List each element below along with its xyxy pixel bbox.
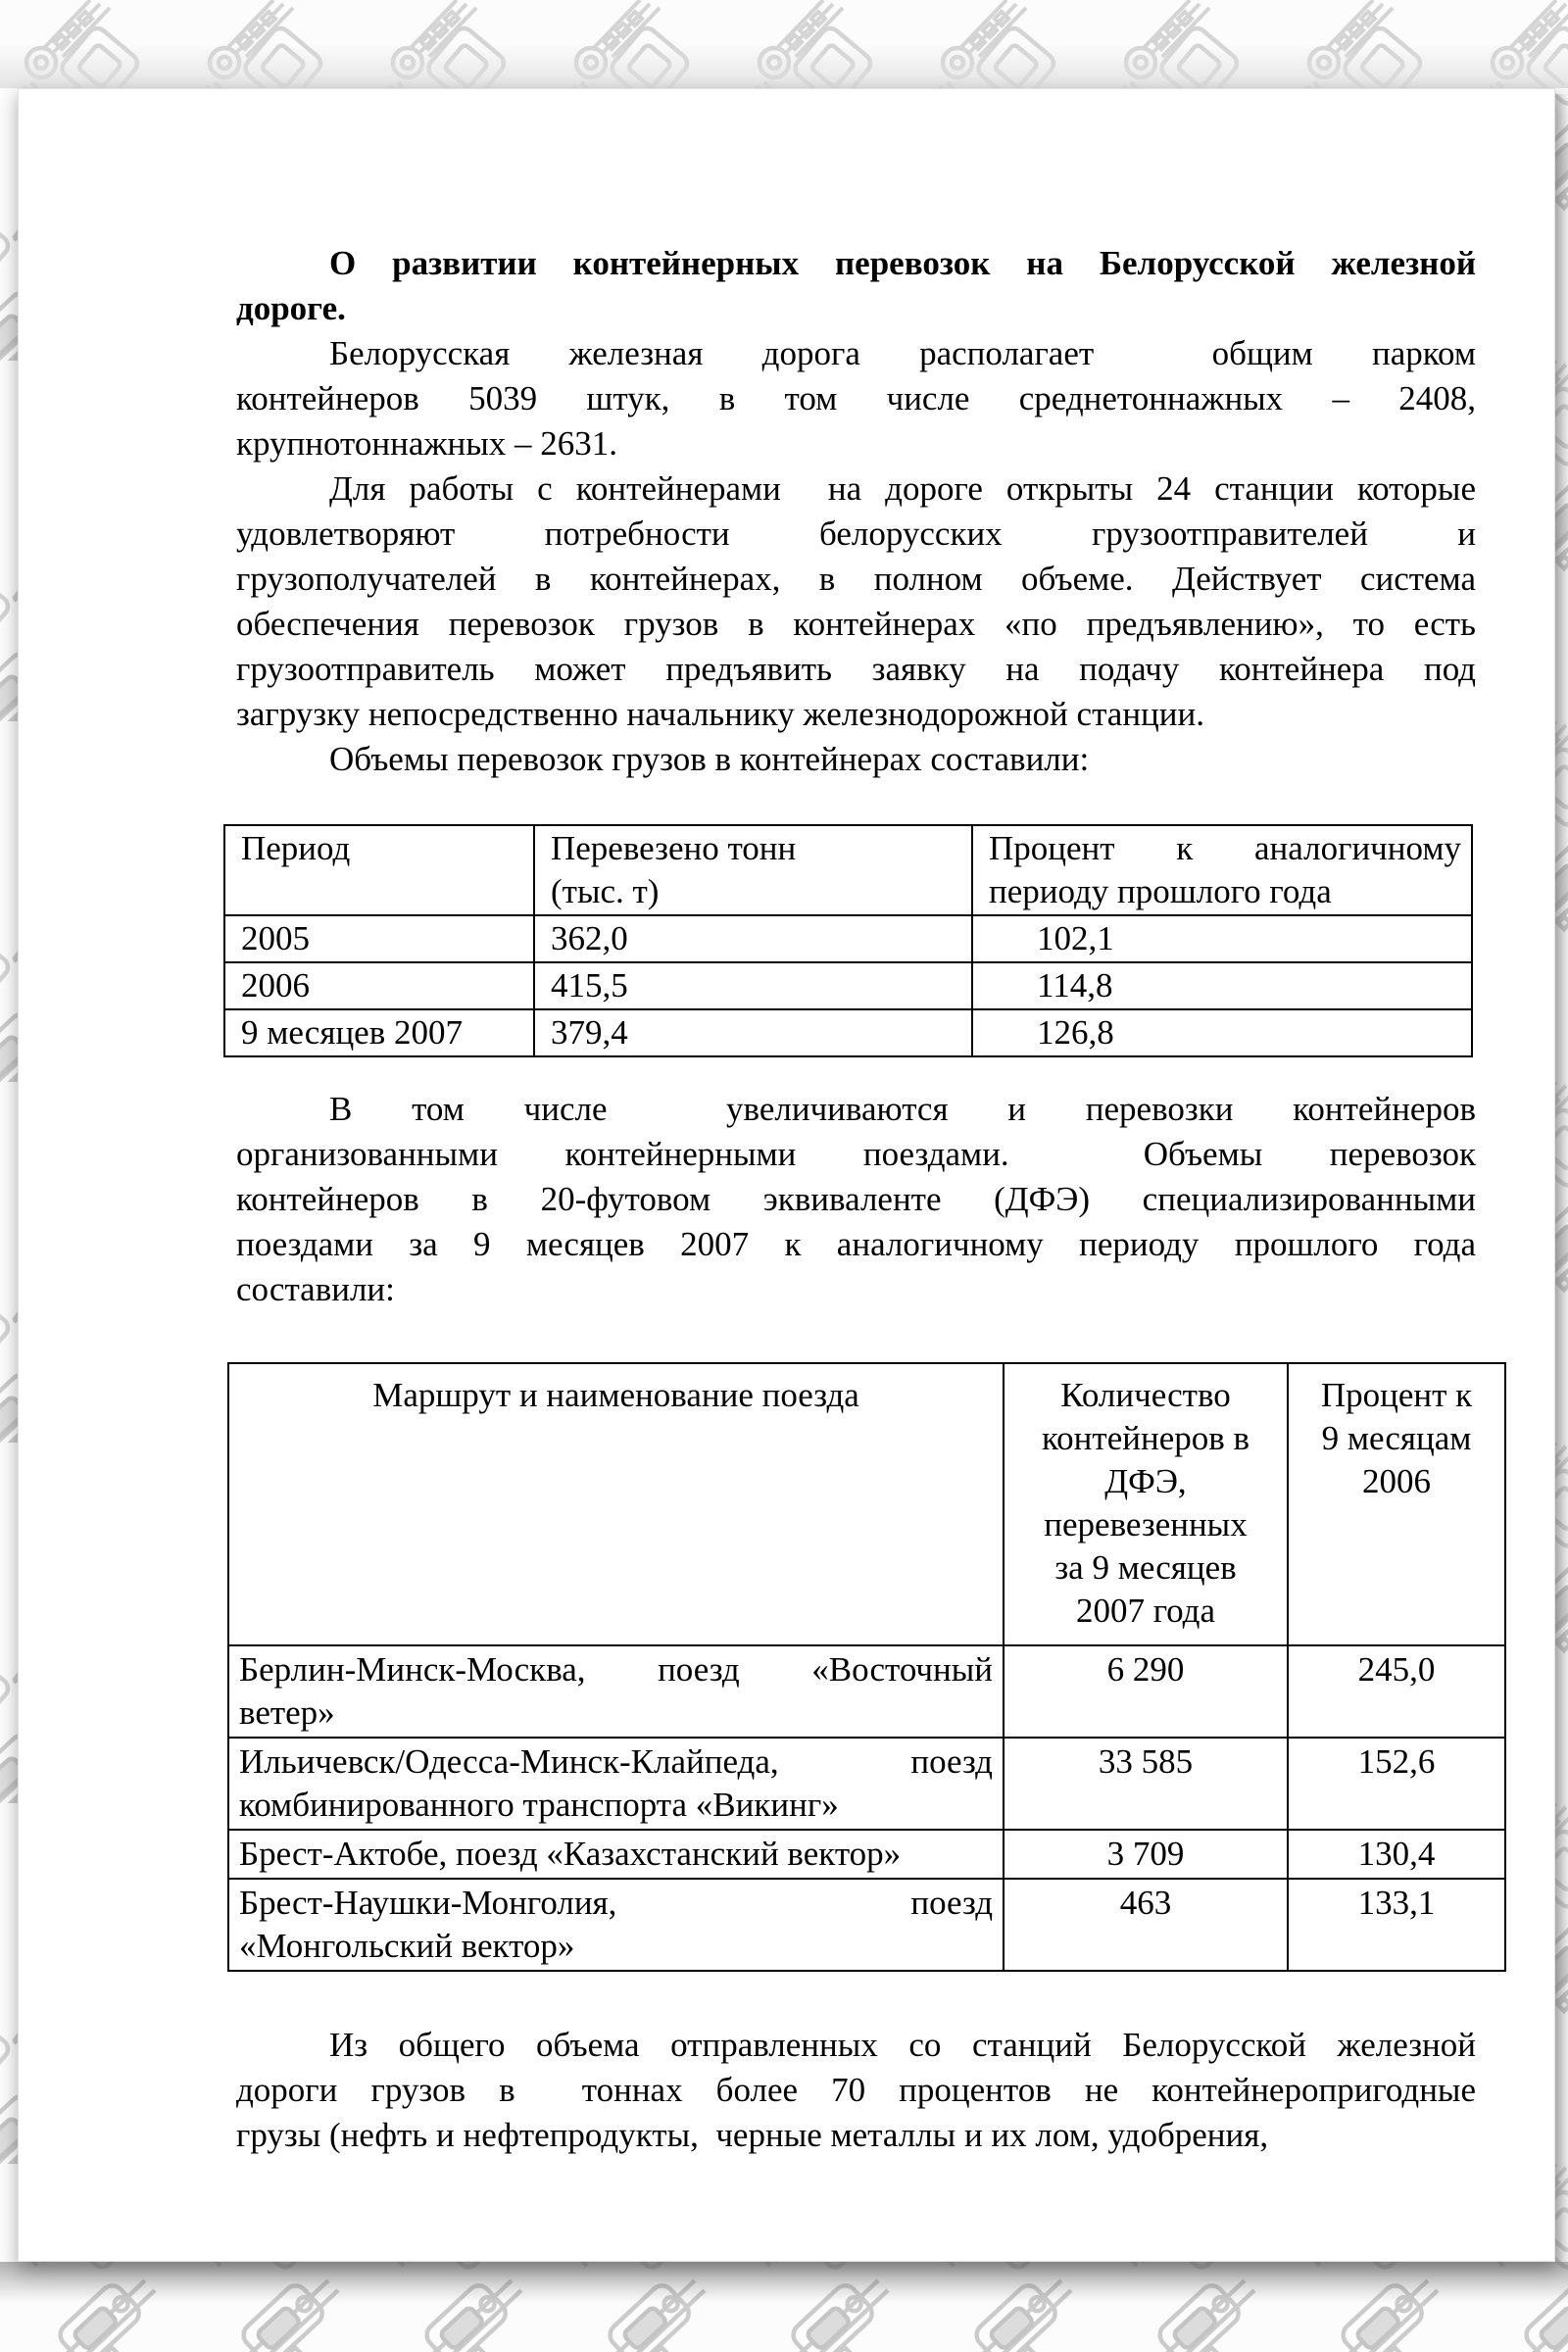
header-cell-percent	[1288, 1363, 1505, 1645]
header-cell-percent	[972, 825, 1472, 915]
cell-period: 9 месяцев 2007	[224, 1009, 534, 1056]
cell-route	[228, 1879, 1004, 1971]
paragraph-line: грузоотправитель может предъявить заявку на подачу контейнера под	[236, 650, 1476, 688]
cell-percent: 114,8	[972, 962, 1472, 1009]
cell-percent: 152,6	[1288, 1738, 1505, 1830]
title-line: О развитии контейнерных перевозок на Белорусской железной	[329, 244, 1476, 282]
header-text: Количество	[1060, 1376, 1231, 1414]
route-line: комбинированного транспорта «Викинг»	[239, 1786, 839, 1824]
header-text: Процент к	[1320, 1376, 1473, 1414]
paragraph-line: Из общего объема отправленных со станций Белорусской железной	[329, 2026, 1476, 2064]
document-title	[236, 241, 1476, 331]
header-text: 2007 года	[1075, 1592, 1216, 1630]
paragraph-line: Белорусская железная дорога располагает общим парком	[329, 334, 1476, 372]
header-text: Период	[241, 829, 351, 867]
paragraph-line: крупнотоннажных – 2631.	[236, 424, 618, 463]
header-text: Процент к аналогичному	[989, 829, 1461, 867]
cell-route	[228, 1645, 1004, 1738]
route-line: «Монгольский вектор»	[239, 1927, 575, 1965]
paragraph-fleet	[236, 331, 1476, 466]
header-text: ДФЭ,	[1104, 1462, 1187, 1500]
header-text: 2006	[1362, 1462, 1431, 1500]
paragraph-line: В том числе увеличиваются и перевозки контейнеров	[329, 1090, 1476, 1128]
header-cell-quantity	[1004, 1363, 1288, 1645]
header-text: Маршрут и наименование поезда	[372, 1376, 859, 1414]
route-line: Ильичевск/Одесса-Минск-Клайпеда, поезд	[239, 1742, 993, 1781]
table-row	[228, 1645, 1505, 1738]
paragraph-line: грузы (нефть и нефтепродукты, черные металлы и их лом, удобрения,	[236, 2116, 1269, 2154]
route-line: Берлин-Минск-Москва, поезд «Восточный	[239, 1650, 993, 1689]
cell-quantity: 33 585	[1004, 1738, 1288, 1830]
paragraph-line: Объемы перевозок грузов в контейнерах составили:	[329, 740, 1090, 778]
cell-tons: 362,0	[534, 915, 972, 962]
table-row	[224, 1009, 1472, 1056]
cell-route	[228, 1830, 1004, 1879]
cell-percent: 126,8	[972, 1009, 1472, 1056]
cell-quantity: 463	[1004, 1879, 1288, 1971]
table-row	[228, 1879, 1505, 1971]
header-text: контейнеров в	[1041, 1419, 1250, 1457]
paragraph-line: составили:	[236, 1270, 395, 1308]
table-header-row	[228, 1363, 1505, 1645]
table-row	[228, 1830, 1505, 1879]
header-cell-tons	[534, 825, 972, 915]
header-text: за 9 месяцев	[1054, 1548, 1237, 1587]
route-line: Брест-Актобе, поезд «Казахстанский вектор»	[239, 1835, 902, 1873]
cell-percent: 133,1	[1288, 1879, 1505, 1971]
cell-percent: 245,0	[1288, 1645, 1505, 1738]
paragraph-line: организованными контейнерными поездами. Объемы перевозок	[236, 1135, 1476, 1173]
cell-period: 2005	[224, 915, 534, 962]
paragraph-line: удовлетворяют потребности белорусских грузоотправителей и	[236, 514, 1476, 553]
paragraph-volumes-intro	[236, 737, 1476, 782]
route-line: Брест-Наушки-Монголия, поезд	[239, 1884, 993, 1922]
cell-quantity: 6 290	[1004, 1645, 1288, 1738]
paragraph-line: поездами за 9 месяцев 2007 к аналогичному периоду прошлого года	[236, 1225, 1476, 1263]
paragraph-line: загрузку непосредственно начальнику железнодорожной станции.	[236, 695, 1204, 733]
table-row	[228, 1738, 1505, 1830]
header-text: 9 месяцам	[1321, 1419, 1472, 1457]
paragraph-line: дороги грузов в тоннах более 70 процентов не контейнеропригодные	[236, 2071, 1476, 2109]
cell-route	[228, 1738, 1004, 1830]
paragraph-cargo-share	[236, 2023, 1476, 2158]
header-text: периоду прошлого года	[989, 872, 1332, 910]
header-cell-route	[228, 1363, 1004, 1645]
paragraph-line: Для работы с контейнерами на дороге открыты 24 станции которые	[329, 469, 1476, 508]
document-content	[19, 89, 1554, 2158]
table-row	[224, 915, 1472, 962]
header-text: (тыс. т)	[551, 872, 660, 910]
title-line: дороге.	[236, 289, 346, 327]
header-text: перевезенных	[1044, 1505, 1248, 1544]
table-header-row	[224, 825, 1472, 915]
header-cell-period	[224, 825, 534, 915]
container-trains-table	[227, 1362, 1506, 1972]
table-row	[224, 962, 1472, 1009]
cell-tons: 415,5	[534, 962, 972, 1009]
paragraph-line: контейнеров в 20-футовом эквиваленте (ДФЭ) специализированными	[236, 1180, 1476, 1218]
cell-percent: 102,1	[972, 915, 1472, 962]
document-page	[18, 88, 1555, 2262]
paragraph-line: грузополучателей в контейнерах, в полном объеме. Действует система	[236, 560, 1476, 598]
cell-tons: 379,4	[534, 1009, 972, 1056]
container-volumes-table	[223, 824, 1473, 1057]
paragraph-line: обеспечения перевозок грузов в контейнерах «по предъявлению», то есть	[236, 605, 1476, 643]
cell-percent: 130,4	[1288, 1830, 1505, 1879]
paragraph-line: контейнеров 5039 штук, в том числе среднетоннажных – 2408,	[236, 379, 1476, 417]
route-line: ветер»	[239, 1693, 335, 1732]
paragraph-stations	[236, 466, 1476, 737]
cell-quantity: 3 709	[1004, 1830, 1288, 1879]
header-text: Перевезено тонн	[551, 829, 797, 867]
cell-period: 2006	[224, 962, 534, 1009]
paragraph-train-volumes	[236, 1087, 1476, 1312]
